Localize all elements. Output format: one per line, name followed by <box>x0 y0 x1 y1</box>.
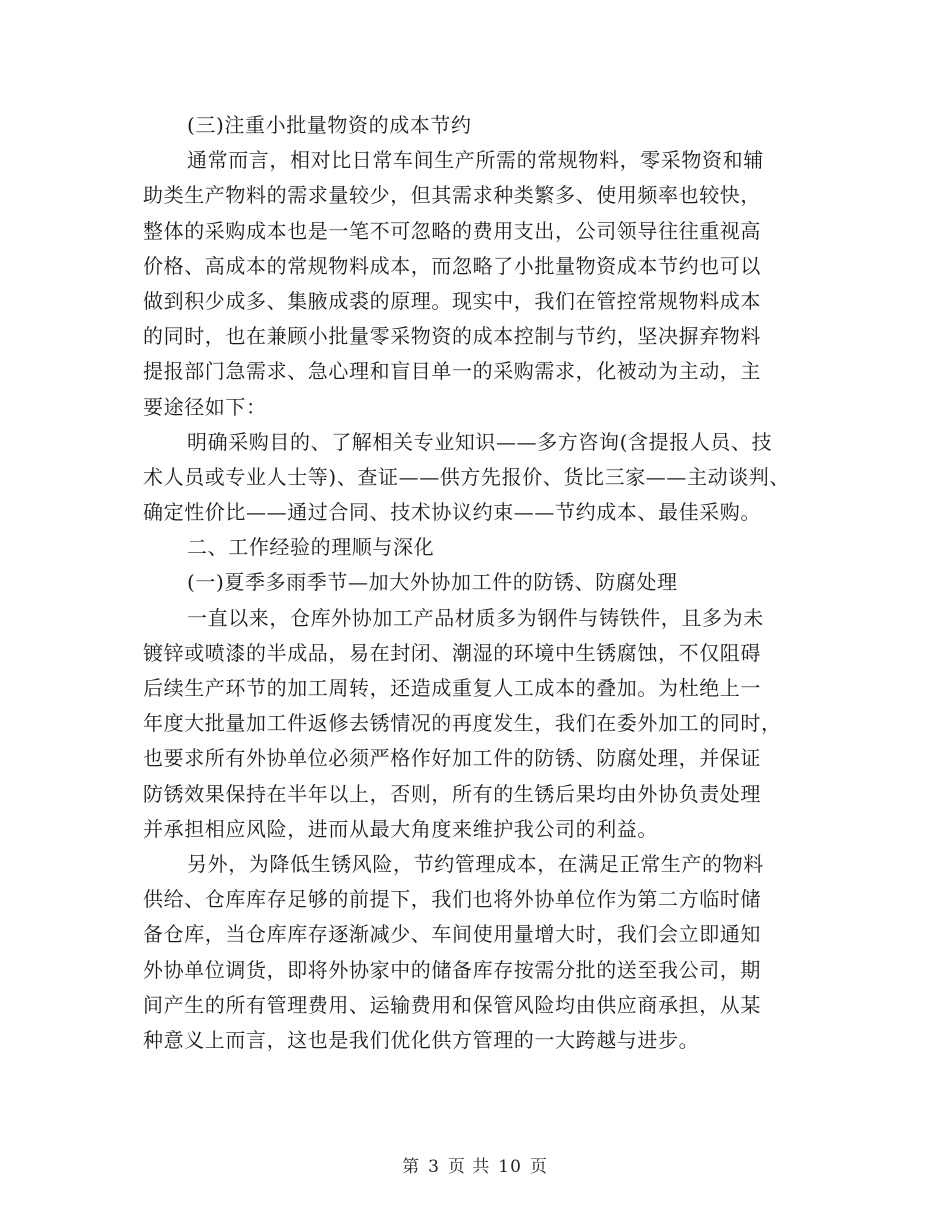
paragraph-line: 明确采购目的、了解相关专业知识——多方咨询(含提报人员、技 <box>187 429 773 454</box>
paragraph-line: 备仓库，当仓库库存逐渐减少、车间使用量增大时，我们会立即通知 <box>143 922 761 947</box>
section-heading: (三)注重小批量物资的成本节约 <box>187 113 472 137</box>
paragraph-line: 术人员或专业人士等)、查证——供方先报价、货比三家——主动谈判、 <box>143 464 791 489</box>
paragraph-line: 价格、高成本的常规物料成本，而忽略了小批量物资成本节约也可以 <box>143 253 761 278</box>
paragraph-line: 并承担相应风险，进而从最大角度来维护我公司的利益。 <box>143 816 658 841</box>
paragraph-line: 提报部门急需求、急心理和盲目单一的采购需求，化被动为主动，主 <box>143 359 761 384</box>
paragraph-line: 种意义上而言，这也是我们优化供方管理的一大跨越与进步。 <box>143 1027 700 1052</box>
paragraph-line: 供给、仓库库存足够的前提下，我们也将外协单位作为第二方临时储 <box>143 887 761 912</box>
section-heading: 二、工作经验的理顺与深化 <box>187 535 435 560</box>
paragraph-line: 通常而言，相对比日常车间生产所需的常规物料，零采物资和辅 <box>187 148 764 173</box>
paragraph-line: 确定性价比——通过合同、技术协议约束——节约成本、最佳采购。 <box>143 500 761 525</box>
paragraph-line: 助类生产物料的需求量较少，但其需求种类繁多、使用频率也较快， <box>143 183 761 208</box>
paragraph-line: 也要求所有外协单位必须严格作好加工件的防锈、防腐处理，并保证 <box>143 746 761 771</box>
paragraph-line: 要途径如下： <box>143 394 267 419</box>
footer-prefix: 第 <box>402 1157 421 1177</box>
subsection-heading: (一)夏季多雨季节—加大外协加工件的防锈、防腐处理 <box>187 570 678 595</box>
paragraph-line: 做到积少成多、集腋成裘的原理。现实中，我们在管控常规物料成本 <box>143 288 761 313</box>
paragraph-line: 镀锌或喷漆的半成品，易在封闭、潮湿的环境中生锈腐蚀，不仅阻碍 <box>143 640 761 665</box>
paragraph-line: 的同时，也在兼顾小批量零采物资的成本控制与节约，坚决摒弃物料 <box>143 324 761 349</box>
paragraph-line: 防锈效果保持在半年以上，否则，所有的生锈后果均由外协负责处理 <box>143 781 761 806</box>
paragraph-line: 年度大批量加工件返修去锈情况的再度发生，我们在委外加工的同时， <box>143 711 782 736</box>
paragraph-line: 另外，为降低生锈风险，节约管理成本，在满足正常生产的物料 <box>187 851 764 876</box>
total-page-count: 10 <box>498 1157 522 1177</box>
footer-suffix: 页 <box>529 1157 548 1177</box>
paragraph-line: 外协单位调货，即将外协家中的储备库存按需分批的送至我公司，期 <box>143 957 761 982</box>
paragraph-line: 后续生产环节的加工周转，还造成重复人工成本的叠加。为杜绝上一 <box>143 676 761 700</box>
footer-middle: 页 共 <box>447 1157 491 1177</box>
page-footer <box>0 1152 950 1177</box>
paragraph-line: 一直以来，仓库外协加工产品材质多为钢件与铸铁件，且多为未 <box>187 605 764 630</box>
document-body <box>143 108 813 1058</box>
paragraph-line: 整体的采购成本也是一笔不可忽略的费用支出，公司领导往往重视高 <box>143 218 761 243</box>
paragraph-line: 间产生的所有管理费用、运输费用和保管风险均由供应商承担，从某 <box>143 992 761 1017</box>
current-page-number: 3 <box>428 1157 440 1177</box>
